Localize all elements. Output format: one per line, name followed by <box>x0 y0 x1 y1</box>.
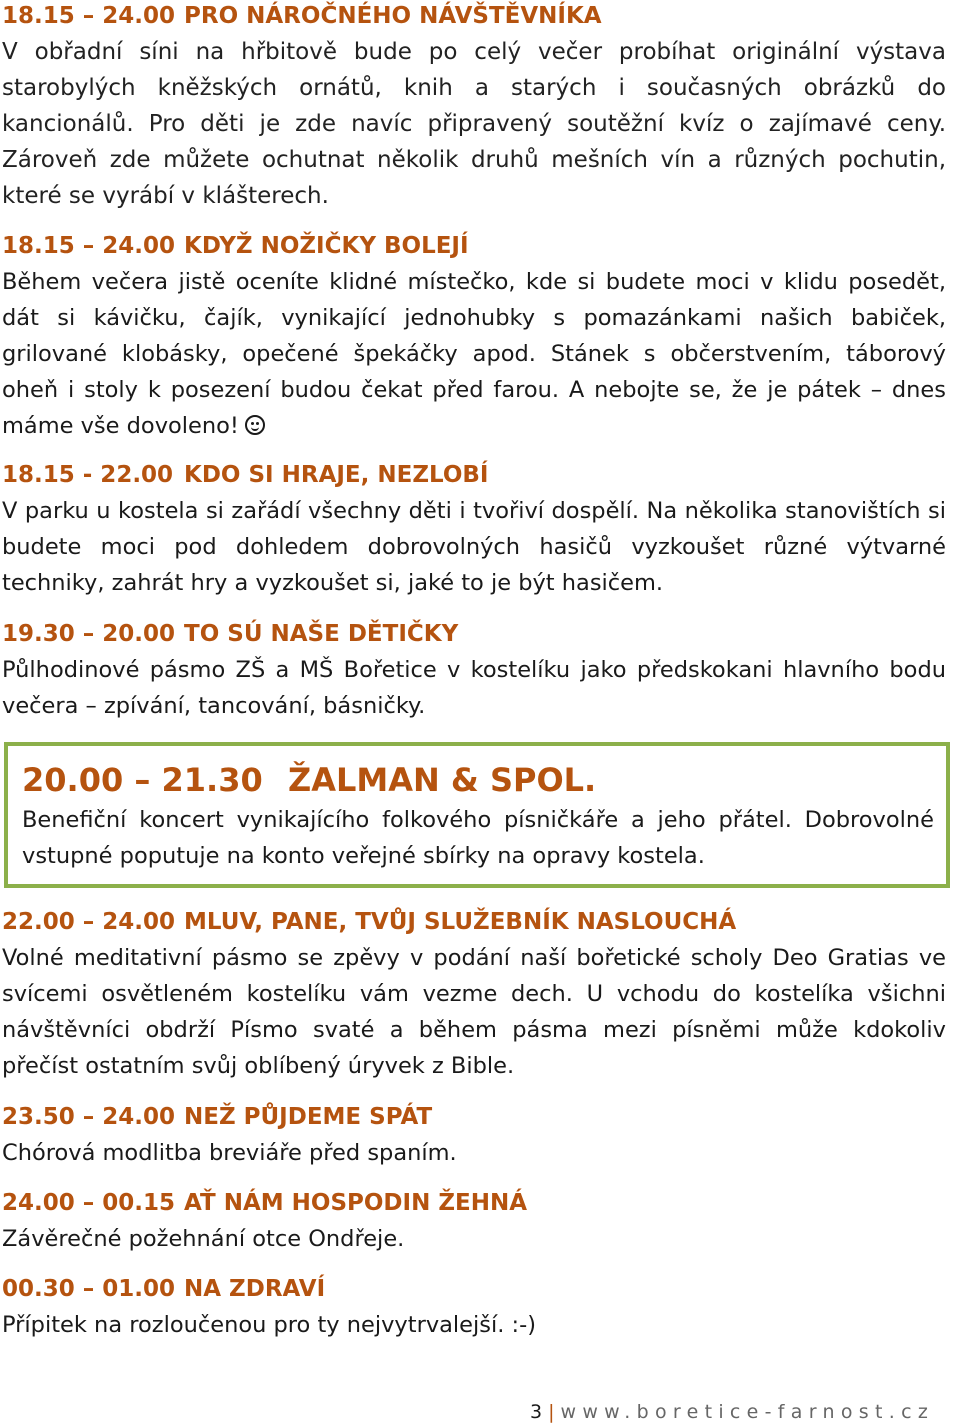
program-item-description: Půlhodinové pásmo ZŠ a MŠ Bořetice v kostelíku jako předskokani hlavního bodu večera – zpívání, tancování, básničky. <box>2 657 946 719</box>
program-item-heading <box>2 904 946 940</box>
program-item-heading <box>2 228 946 264</box>
program-item <box>2 1099 946 1171</box>
program-item-description: Přípitek na rozloučenou pro ty nejvytrvalejší. :-) <box>2 1312 537 1338</box>
program-item <box>2 1271 946 1343</box>
highlight-title: ŽALMAN & SPOL. <box>288 761 597 799</box>
program-item-title: TO SÚ NAŠE DĚTIČKY <box>184 621 459 647</box>
program-item-description: V obřadní síni na hřbitově bude po celý večer probíhat originální výstava starobylých kněžských ornátů, knih a starých i současných obrázků do kancionálů. Pro děti je zde navíc připravený soutěžní kvíz o zajímavé ceny. Zároveň zde můžete ochutnat několik druhů mešních vín a různých pochutin, které se vyrábí v klášterech. <box>2 39 946 209</box>
program-item-time: 19.30 – 20.00 <box>2 621 176 647</box>
highlight-box <box>4 742 950 888</box>
program-item <box>2 616 946 724</box>
program-item <box>2 0 946 214</box>
program-item-time: 18.15 - 22.00 <box>2 462 174 488</box>
footer-website-link[interactable]: www.boretice-farnost.cz <box>560 1401 935 1423</box>
program-item-heading <box>2 1185 946 1221</box>
program-item-heading <box>2 0 946 34</box>
program-item-heading <box>2 1099 946 1135</box>
highlight-description: Benefiční koncert vynikajícího folkového písničkáře a jeho přátel. Dobrovolné vstupné poputuje na konto veřejné sbírky na opravy kostela. <box>22 807 934 869</box>
program-item-title: NEŽ PŮJDEME SPÁT <box>184 1104 433 1130</box>
program-item-time: 18.15 – 24.00 <box>2 233 176 259</box>
program-item-description: Chórová modlitba breviáře před spaním. <box>2 1140 457 1166</box>
program-item-time: 00.30 – 01.00 <box>2 1276 176 1302</box>
program-item-time: 22.00 – 24.00 <box>2 909 176 935</box>
program-item-heading <box>2 457 946 493</box>
smiley-icon <box>245 415 265 435</box>
footer-separator: | <box>548 1401 555 1423</box>
program-item <box>2 904 946 1084</box>
program-item-description-text: Během večera jistě oceníte klidné místečko, kde si budete moci v klidu posedět, dát si kávičku, čajík, vynikající jednohubky s pomazánkami našich babiček, grilované klobásky, opečené špekáčky apod. Stánek s občerstvením, táborový oheň i stoly k posezení budou čekat před farou. A nebojte se, že je pátek – dnes máme vše dovoleno! <box>2 269 946 439</box>
program-item-time: 18.15 – 24.00 <box>2 3 176 29</box>
program-item-title: NA ZDRAVÍ <box>184 1276 326 1302</box>
program-item-description: V parku u kostela si zařádí všechny děti i tvořiví dospělí. Na několika stanovištích si budete moci pod dohledem dobrovolných hasičů vyzkoušet různé výtvarné techniky, zahrát hry a vyzkoušet si, jaké to je být hasičem. <box>2 498 946 596</box>
program-item-title: MLUV, PANE, TVŮJ SLUŽEBNÍK NASLOUCHÁ <box>184 909 737 935</box>
program-item <box>2 228 946 444</box>
program-item-heading <box>2 616 946 652</box>
program-item-title: PRO NÁROČNÉHO NÁVŠTĚVNÍKA <box>184 3 602 29</box>
program-item-heading <box>2 1271 946 1307</box>
highlight-time: 20.00 – 21.30 <box>22 761 263 799</box>
page-footer <box>530 1400 934 1424</box>
program-item-title: KDYŽ NOŽIČKY BOLEJÍ <box>184 233 469 259</box>
program-item-time: 24.00 – 00.15 <box>2 1190 176 1216</box>
program-item <box>2 457 946 601</box>
program-item-time: 23.50 – 24.00 <box>2 1104 176 1130</box>
program-item-title: AŤ NÁM HOSPODIN ŽEHNÁ <box>184 1190 528 1216</box>
highlight-heading <box>22 758 934 802</box>
program-item-description: Volné meditativní pásmo se zpěvy v podání naší bořetické scholy Deo Gratias ve svícemi osvětleném kostelíku vám vezme dech. U vchodu do kostelíka všichni návštěvníci obdrží Písmo svaté a během pásma mezi písněmi může kdokoliv přečíst ostatním svůj oblíbený úryvek z Bible. <box>2 945 946 1079</box>
program-item-description: Závěrečné požehnání otce Ondřeje. <box>2 1226 405 1252</box>
program-item-description <box>2 264 946 444</box>
page-number: 3 <box>530 1401 543 1423</box>
program-item <box>2 1185 946 1257</box>
program-item-title: KDO SI HRAJE, NEZLOBÍ <box>184 462 489 488</box>
